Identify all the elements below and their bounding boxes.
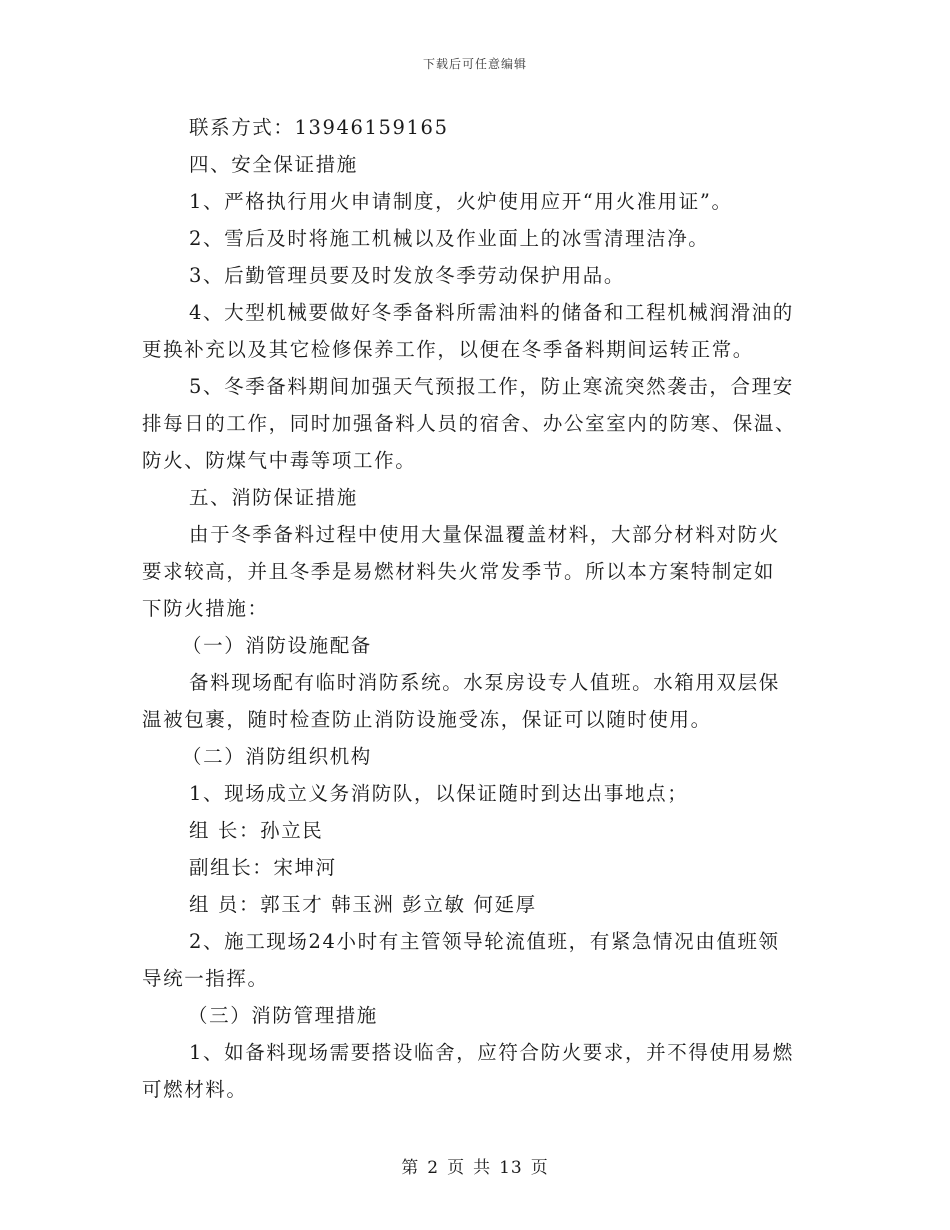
paragraph-line: 备料现场配有临时消防系统。水泵房设专人值班。水箱用双层保 [189,671,780,694]
page-suffix: 页 [530,1158,549,1178]
paragraph-line: 排每日的工作，同时加强备料人员的宿舍、办公室室内的防寒、保温、 [142,412,797,435]
team-member-line: 副组长：宋坤河 [189,856,337,879]
paragraph-line: 3、后勤管理员要及时发放冬季劳动保护用品。 [189,264,626,287]
paragraph-line: 1、严格执行用火申请制度，火炉使用应开“用火准用证”。 [189,190,733,213]
paragraph-line: 4、大型机械要做好冬季备料所需油料的储备和工程机械润滑油的 [189,301,794,324]
paragraph-line: 要求较高，并且冬季是易燃材料失火常发季节。所以本方案特制定如 [142,560,776,583]
subsection-heading: （一）消防设施配备 [182,634,372,657]
subsection-heading: （三）消防管理措施 [188,1004,378,1027]
total-pages: 13 [499,1158,523,1178]
paragraph-line: 下防火措施： [142,597,269,620]
page-prefix: 第 [401,1158,420,1178]
paragraph-line: 可燃材料。 [142,1078,248,1101]
section-heading: 四、安全保证措施 [189,153,358,176]
paragraph-line: 2、施工现场24小时有主管领导轮流值班，有紧急情况由值班领 [189,930,780,953]
subsection-heading: （二）消防组织机构 [182,745,372,768]
page-header-note: 下载后可任意编辑 [422,57,527,71]
document-body [142,109,810,1108]
paragraph-line: 温被包裹，随时检查防止消防设施受冻，保证可以随时使用。 [142,708,712,731]
page-word: 页 [447,1158,466,1178]
current-page: 2 [427,1158,440,1178]
team-member-line: 组 员：郭玉才 韩玉洲 彭立敏 何延厚 [189,893,537,916]
paragraph-line: 由于冬季备料过程中使用大量保温覆盖材料，大部分材料对防火 [189,523,780,546]
page-number [0,1153,950,1178]
section-heading: 五、消防保证措施 [189,486,358,509]
team-member-line: 组 长：孙立民 [189,819,324,842]
paragraph-line: 更换补充以及其它检修保养工作，以便在冬季备料期间运转正常。 [142,338,754,361]
paragraph-line: 导统一指挥。 [142,967,269,990]
paragraph-line: 2、雪后及时将施工机械以及作业面上的冰雪清理洁净。 [189,227,710,250]
paragraph-line: 防火、防煤气中毒等项工作。 [142,449,417,472]
paragraph-line: 1、如备料现场需要搭设临舍，应符合防火要求，并不得使用易燃 [189,1041,794,1064]
paragraph-line: 5、冬季备料期间加强天气预报工作，防止寒流突然袭击，合理安 [189,375,794,398]
paragraph-line: 联系方式：13946159165 [189,116,449,139]
paragraph-line: 1、现场成立义务消防队，以保证随时到达出事地点； [189,782,689,805]
total-word: 共 [473,1158,492,1178]
